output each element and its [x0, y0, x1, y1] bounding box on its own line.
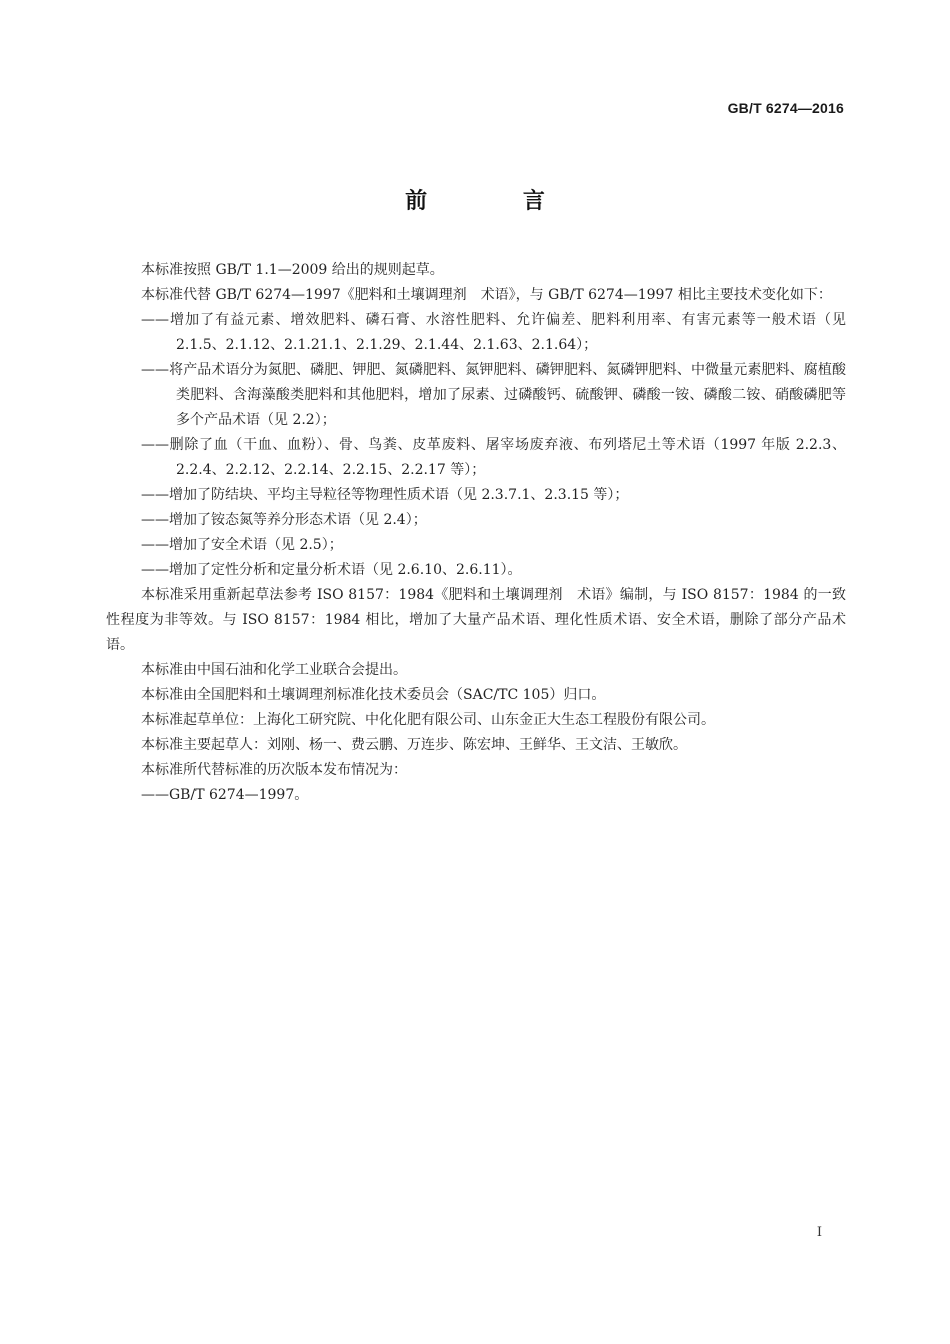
- change-item: ——删除了血（干血、血粉）、骨、鸟粪、皮革废料、屠宰场废弃液、布列塔尼土等术语（1997 年版 2.2.3、2.2.4、2.2.12、2.2.14、2.2.15、2.2.17 等）；: [141, 437, 846, 478]
- paragraph-proposer: 本标准由中国石油和化学工业联合会提出。: [141, 662, 407, 678]
- paragraph-drafting-units: 本标准起草单位：上海化工研究院、中化化肥有限公司、山东金正大生态工程股份有限公司。: [141, 712, 715, 728]
- change-item: ——增加了防结块、平均主导粒径等物理性质术语（见 2.3.7.1、2.3.15 等）；: [141, 487, 629, 503]
- paragraph-drafting-rules: 本标准按照 GB/T 1.1—2009 给出的规则起草。: [141, 262, 444, 278]
- page-number: I: [816, 1225, 822, 1240]
- page-title: 前 言: [405, 189, 589, 214]
- document-body: [106, 258, 846, 808]
- paragraph-history-intro: 本标准所代替标准的历次版本发布情况为：: [141, 762, 407, 778]
- paragraph-replacement: 本标准代替 GB/T 6274—1997《肥料和土壤调理剂 术语》，与 GB/T 6274—1997 相比主要技术变化如下：: [141, 287, 832, 303]
- paragraph-committee: 本标准由全国肥料和土壤调理剂标准化技术委员会（SAC/TC 105）归口。: [141, 687, 606, 703]
- change-item: ——将产品术语分为氮肥、磷肥、钾肥、氮磷肥料、氮钾肥料、磷钾肥料、氮磷钾肥料、中微量元素肥料、腐植酸类肥料、含海藻酸类肥料和其他肥料，增加了尿素、过磷酸钙、硫酸钾、磷酸一铵、磷酸二铵、硝酸磷肥等多个产品术语（见 2.2）；: [141, 362, 846, 428]
- change-item: ——增加了铵态氮等养分形态术语（见 2.4）；: [141, 512, 427, 528]
- change-item: ——增加了定性分析和定量分析术语（见 2.6.10、2.6.11）。: [141, 562, 522, 578]
- standard-code: GB/T 6274—2016: [727, 100, 844, 116]
- paragraph-iso-reference: 本标准采用重新起草法参考 ISO 8157：1984《肥料和土壤调理剂 术语》编制，与 ISO 8157：1984 的一致性程度为非等效。与 ISO 8157：1984 相比，增加了大量产品术语、理化性质术语、安全术语，删除了部分产品术语。: [106, 587, 846, 653]
- paragraph-drafters: 本标准主要起草人：刘刚、杨一、费云鹏、万连步、陈宏坤、王鲜华、王文洁、王敏欣。: [141, 737, 687, 753]
- change-item: ——增加了安全术语（见 2.5）；: [141, 537, 343, 553]
- change-item: ——增加了有益元素、增效肥料、磷石膏、水溶性肥料、允许偏差、肥料利用率、有害元素等一般术语（见 2.1.5、2.1.12、2.1.21.1、2.1.29、2.1.44、2.1.63、2.1.64）；: [141, 312, 846, 353]
- paragraph-history-item: ——GB/T 6274—1997。: [141, 787, 309, 803]
